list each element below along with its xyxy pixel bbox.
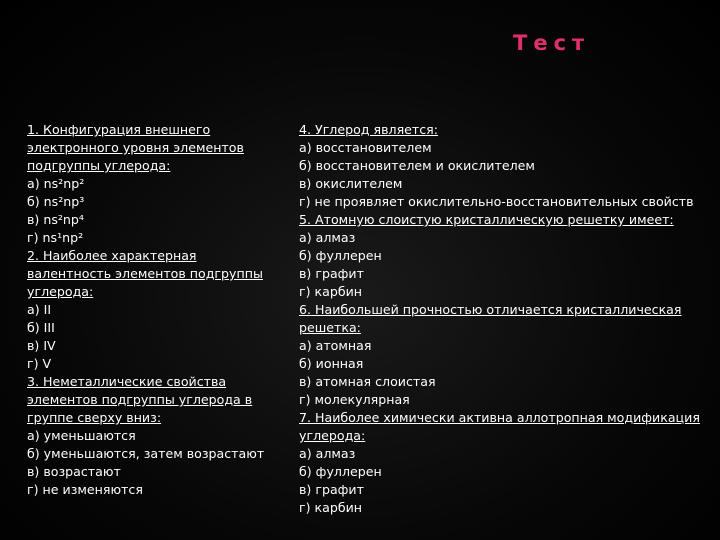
question-text-line: 4. Углерод является: (299, 122, 438, 137)
answer-option: в) возрастают (27, 464, 121, 479)
question-text-line: углерода: (27, 284, 94, 299)
answer-option: а) II (27, 302, 52, 317)
answer-option: а) алмаз (299, 446, 356, 461)
question-text-line: электронного уровня элементов (27, 140, 244, 155)
answer-option: б) ионная (299, 356, 364, 371)
answer-option: в) графит (299, 482, 364, 497)
answer-option: а) ns²np² (27, 176, 85, 191)
answer-option: а) восстановителем (299, 140, 432, 155)
slide-title: Тест (513, 31, 591, 55)
answer-option: г) не проявляет окислительно-восстановительных свойств (299, 194, 694, 209)
answer-option: а) алмаз (299, 230, 356, 245)
answer-option: б) фуллерен (299, 248, 382, 263)
answer-option: в) графит (299, 266, 364, 281)
question-text-line: 1. Конфигурация внешнего (27, 122, 211, 137)
question-text-line: группе сверху вниз: (27, 410, 162, 425)
answer-option: б) уменьшаются, затем возрастают (27, 446, 265, 461)
answer-option: г) молекулярная (299, 392, 410, 407)
answer-option: в) IV (27, 338, 56, 353)
question-text-line: 7. Наиболее химически активна аллотропная модификация (299, 410, 700, 425)
answer-option: б) восстановителем и окислителем (299, 158, 535, 173)
question-text-line: валентность элементов подгруппы (27, 266, 263, 281)
answer-option: а) атомная (299, 338, 372, 353)
answer-option: б) ns²np³ (27, 194, 85, 209)
question-text-line: углерода: (299, 428, 366, 443)
answer-option: в) атомная слоистая (299, 374, 436, 389)
answer-option: в) окислителем (299, 176, 403, 191)
question-text-line: 3. Неметаллические свойства (27, 374, 227, 389)
answer-option: г) карбин (299, 500, 363, 515)
answer-option: г) V (27, 356, 52, 371)
left-column (27, 121, 277, 499)
answer-option: б) фуллерен (299, 464, 382, 479)
question-text-line: решетка: (299, 320, 361, 335)
question-text-line: элементов подгруппы углерода в (27, 392, 253, 407)
question-text-line: 2. Наиболее характерная (27, 248, 197, 263)
answer-option: а) уменьшаются (27, 428, 136, 443)
question-text-line: 5. Атомную слоистую кристаллическую решетку имеет: (299, 212, 674, 227)
answer-option: г) ns¹np² (27, 230, 84, 245)
right-column (299, 121, 717, 517)
question-text-line: 6. Наибольшей прочностью отличается кристаллическая (299, 302, 682, 317)
answer-option: г) не изменяются (27, 482, 143, 497)
answer-option: б) III (27, 320, 55, 335)
answer-option: в) ns²np⁴ (27, 212, 84, 227)
answer-option: г) карбин (299, 284, 363, 299)
question-text-line: подгруппы углерода: (27, 158, 171, 173)
